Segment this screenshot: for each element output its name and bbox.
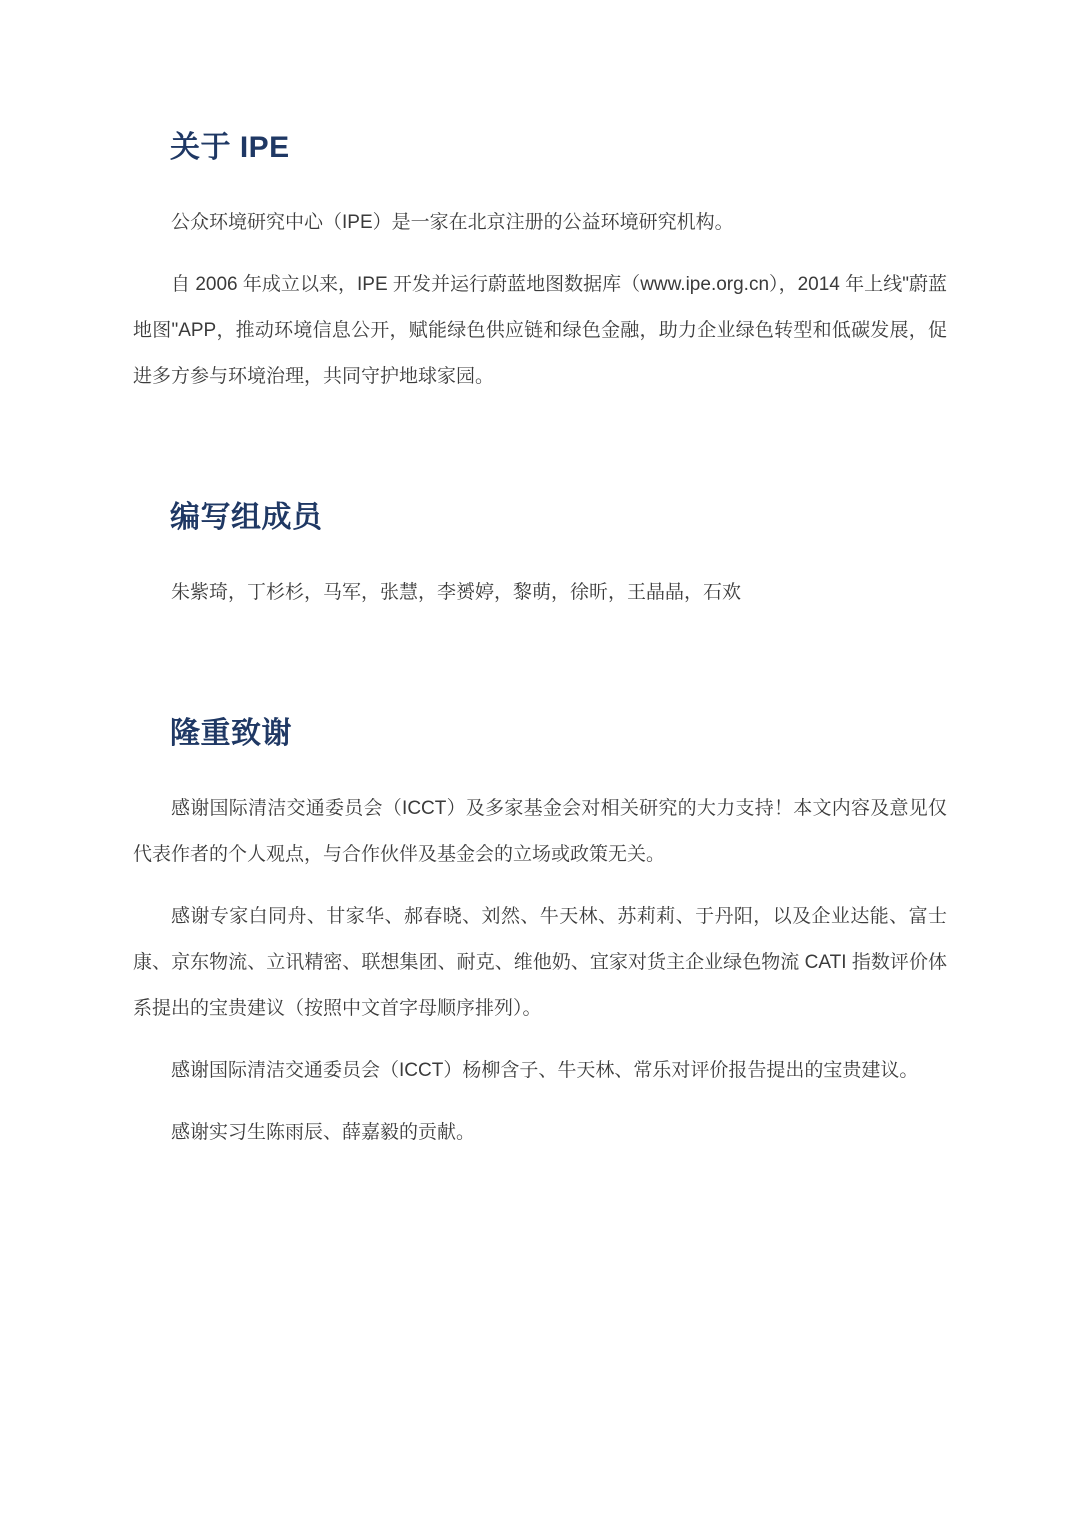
section-writing-group [133,500,947,616]
section-acknowledgements [133,716,947,1156]
section-about-ipe [133,130,947,400]
paragraph: 感谢专家白同舟、甘家华、郝春晓、刘然、牛天林、苏莉莉、于丹阳，以及企业达能、富士康、京东物流、立讯精密、联想集团、耐克、维他奶、宜家对货主企业绿色物流 CATI 指数评价体系提出的宝贵建议（按照中文首字母顺序排列）。 [133,906,947,1019]
paragraph: 自 2006 年成立以来，IPE 开发并运行蔚蓝地图数据库（www.ipe.org.cn），2014 年上线"蔚蓝地图"APP，推动环境信息公开，赋能绿色供应链和绿色金融，助力企业绿色转型和低碳发展，促进多方参与环境治理，共同守护地球家园。 [133,274,947,387]
paragraph: 感谢实习生陈雨辰、薛嘉毅的贡献。 [171,1122,476,1143]
paragraph: 感谢国际清洁交通委员会（ICCT）杨柳含子、牛天林、常乐对评价报告提出的宝贵建议。 [171,1060,919,1081]
paragraph: 感谢国际清洁交通委员会（ICCT）及多家基金会对相关研究的大力支持！本文内容及意见仅代表作者的个人观点，与合作伙伴及基金会的立场或政策无关。 [133,798,947,865]
paragraph: 公众环境研究中心（IPE）是一家在北京注册的公益环境研究机构。 [171,212,734,233]
section-heading-writing-group: 编写组成员 [170,501,323,534]
section-heading-acknowledgements: 隆重致谢 [170,717,292,750]
section-heading-about-ipe: 关于 IPE [170,131,290,164]
paragraph: 朱紫琦，丁杉杉，马军，张慧，李赟婷，黎萌，徐昕，王晶晶，石欢 [171,582,742,603]
